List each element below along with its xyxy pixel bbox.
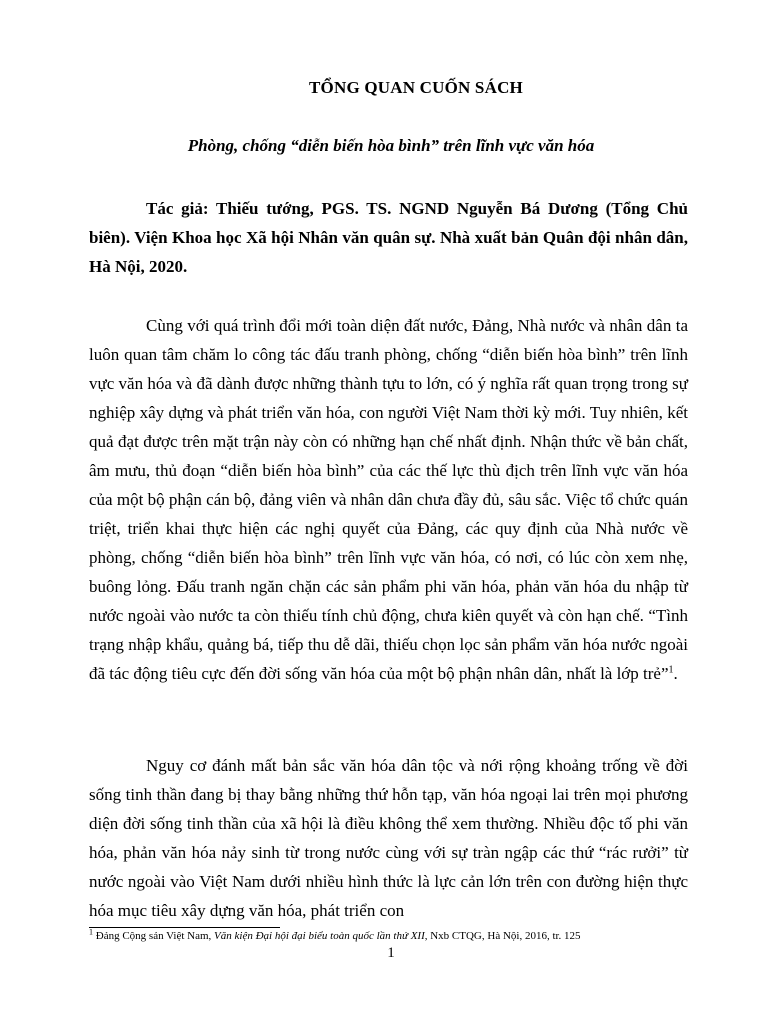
paragraph-1-end: . (673, 664, 678, 683)
footnote-prefix: Đảng Cộng sản Việt Nam, (93, 930, 215, 942)
footnote-number: 1 (89, 927, 93, 937)
book-subtitle: Phòng, chống “diễn biến hòa bình” trên lĩnh vực văn hóa (187, 136, 595, 155)
footnote (89, 927, 729, 943)
footnote-reference[interactable]: 1 (668, 664, 674, 676)
paragraph-1-text: Cùng với quá trình đổi mới toàn diện đất nước, Đảng, Nhà nước và nhân dân ta luôn quan tâm chăm lo công tác đấu tranh phòng, chống “diễn biến hòa bình” trên lĩnh vực văn hóa và đã dành được những thành tựu to lớn, có ý nghĩa rất quan trọng trong sự nghiệp xây dựng và phát triển văn hóa, con người Việt Nam thời kỳ mới. Tuy nhiên, kết quả đạt được trên mặt trận này còn có những hạn chế nhất định. Nhận thức về bản chất, âm mưu, thủ đoạn “diễn biến hòa bình” của các thế lực thù địch trên lĩnh vực văn hóa của một bộ phận cán bộ, đảng viên và nhân dân chưa đầy đủ, sâu sắc. Việc tổ chức quán triệt, triển khai thực hiện các nghị quyết của Đảng, các quy định của Nhà nước về phòng, chống “diễn biến hòa bình” trên lĩnh vực văn hóa, có nơi, có lúc còn xem nhẹ, buông lỏng. Đấu tranh ngăn chặn các sản phẩm phi văn hóa, phản văn hóa du nhập từ nước ngoài vào nước ta còn thiếu tính chủ động, chưa kiên quyết và còn hạn chế. “Tình trạng nhập khẩu, quảng bá, tiếp thu dễ dãi, thiếu chọn lọc sản phẩm văn hóa nước ngoài đã tác động tiêu cực đến đời sống văn hóa của một bộ phận nhân dân, nhất là lớp trẻ” (89, 316, 688, 683)
page-number: 1 (387, 945, 395, 961)
document-title: TỔNG QUAN CUỐN SÁCH (309, 78, 523, 97)
footnote-suffix: , Nxb CTQG, Hà Nội, 2016, tr. 125 (424, 930, 581, 942)
footnote-source-title: Văn kiện Đại hội đại biểu toàn quốc lần thứ XII (214, 930, 425, 942)
body-paragraph-2: Nguy cơ đánh mất bản sắc văn hóa dân tộc và nới rộng khoảng trống về đời sống tinh thần đang bị thay bằng những thứ hỗn tạp, văn hóa ngoại lai trên mọi phương diện đời sống tinh thần của xã hội là điều không thể xem thường. Nhiều độc tố phi văn hóa, phản văn hóa nảy sinh từ trong nước cùng với sự tràn ngập các thứ “rác rưởi” từ nước ngoài vào Việt Nam dưới nhiều hình thức là lực cản lớn trên con đường hiện thực hóa mục tiêu xây dựng văn hóa, phát triển con (89, 756, 688, 920)
author-info: Tác giả: Thiếu tướng, PGS. TS. NGND Nguyễn Bá Dương (Tổng Chủ biên). Viện Khoa học Xã hội Nhân văn quân sự. Nhà xuất bản Quân đội nhân dân, Hà Nội, 2020. (89, 199, 688, 276)
footnote-separator (89, 927, 280, 928)
body-paragraph-1 (89, 311, 688, 688)
